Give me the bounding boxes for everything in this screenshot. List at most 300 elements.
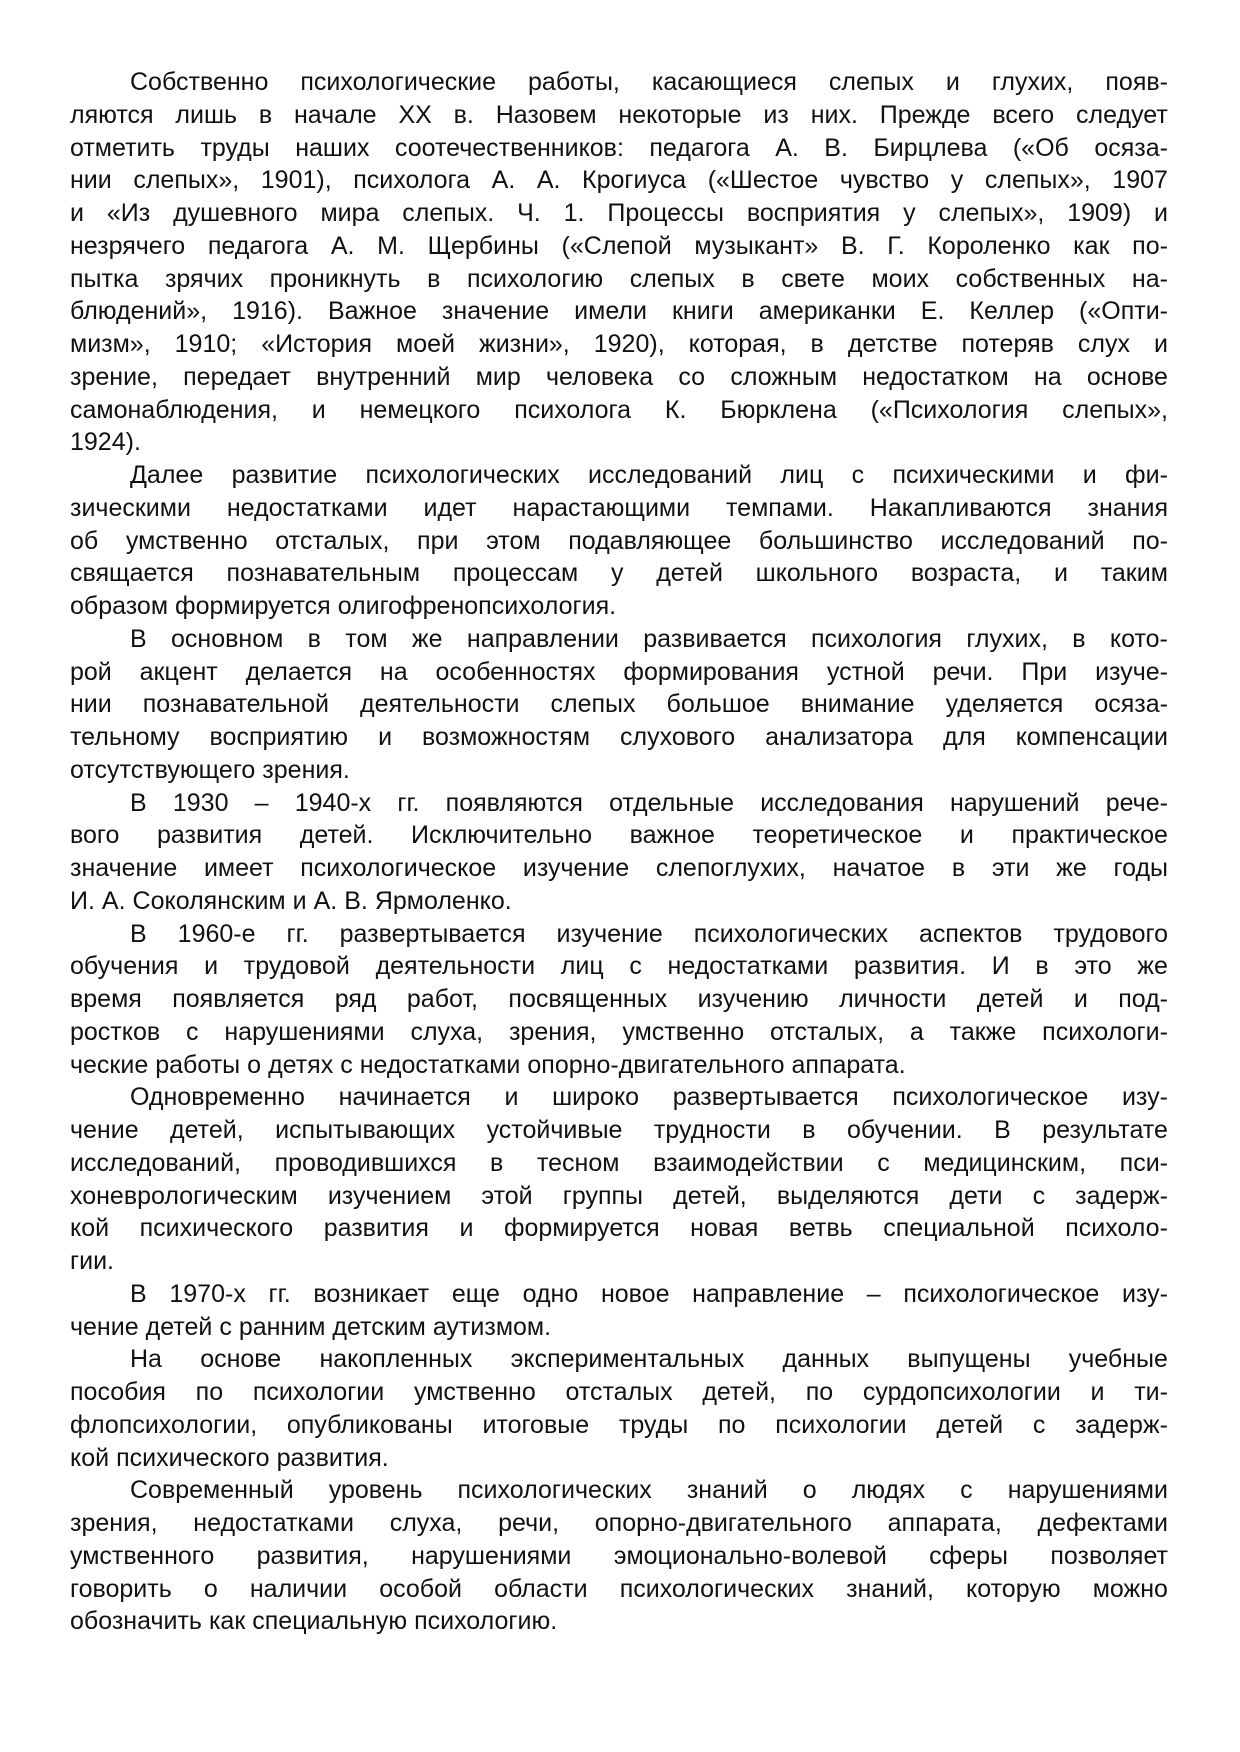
word: зрячих [164, 264, 244, 293]
word: слухового [620, 723, 736, 751]
word: развития [156, 821, 263, 850]
word: этом [486, 526, 541, 555]
word: умственно [413, 1378, 536, 1406]
document-page [70, 66, 1168, 1638]
word: психологическое [892, 1083, 1089, 1112]
word: исследований, [70, 1148, 241, 1177]
text-line [70, 918, 1168, 951]
word: проникнуть [269, 264, 401, 293]
word: также [949, 1017, 1017, 1046]
word: XX [398, 100, 432, 129]
word: К. [664, 395, 687, 424]
word: А. [101, 886, 126, 915]
word: 1930 [172, 788, 229, 817]
word: психологическое [903, 1279, 1100, 1308]
word: 1924). [70, 428, 141, 457]
text-line [70, 688, 1168, 721]
word: наших [295, 133, 370, 162]
word: психического [139, 1214, 294, 1243]
word: со [678, 362, 706, 391]
word: нии [70, 690, 112, 719]
word: Ярмоленко. [374, 886, 512, 915]
word: психологии [252, 1378, 385, 1406]
word: в [741, 264, 755, 293]
word: флопсихологии, [70, 1410, 258, 1439]
text-line [70, 1343, 1168, 1376]
word: детстве [847, 330, 938, 358]
word: аппарата. [791, 1050, 906, 1079]
word: аппарата, [887, 1509, 1002, 1537]
word: развитие [231, 461, 338, 489]
word: слух [1077, 330, 1130, 358]
word: гг. [286, 919, 309, 948]
word: зическими [70, 493, 191, 522]
text-line [70, 99, 1168, 132]
word: детей, [170, 1116, 244, 1144]
word: темпами. [726, 493, 834, 522]
word: на- [1131, 264, 1168, 293]
word: имели [574, 297, 647, 326]
word: можно [1092, 1574, 1168, 1603]
word: труды [200, 133, 270, 162]
text-line [70, 1474, 1168, 1507]
word: с [851, 461, 865, 489]
word: о [203, 1574, 218, 1603]
word: ческие [70, 1050, 149, 1079]
word: нии [70, 166, 112, 195]
word: книги [671, 297, 734, 326]
word: Бирцлева [873, 133, 988, 162]
word: психоло- [1065, 1214, 1168, 1243]
word: А. [330, 231, 355, 260]
word: и [292, 886, 307, 915]
word: в [1072, 624, 1086, 653]
word: свете [781, 264, 845, 293]
word: детей. [299, 821, 374, 850]
word: психического [116, 1443, 270, 1472]
word: широко [552, 1083, 640, 1112]
word: испытывающих [275, 1116, 456, 1144]
word: В [130, 624, 147, 653]
word: глухих, [966, 624, 1048, 653]
word: «История [261, 330, 373, 358]
word: 1920), [593, 330, 665, 358]
word: устойчивые [486, 1116, 623, 1144]
word: большое [666, 690, 770, 719]
word: при [417, 526, 459, 555]
word: А. [536, 166, 561, 195]
word: этой [481, 1181, 533, 1210]
word: об [70, 526, 99, 555]
word: наличии [249, 1574, 348, 1603]
word: знаний [686, 1476, 768, 1505]
word: В [130, 919, 147, 948]
word: новое [600, 1279, 670, 1308]
word: Г. [887, 231, 905, 260]
word: ряд [334, 985, 377, 1013]
word: изучению [697, 985, 809, 1013]
text-line [70, 1049, 1168, 1082]
word: пси- [1119, 1148, 1168, 1177]
word: и [959, 821, 974, 850]
word: моей [396, 330, 455, 358]
text-line [70, 885, 1168, 918]
word: обучения [70, 952, 179, 981]
word: На [130, 1345, 162, 1374]
word: 1907 [1112, 166, 1168, 195]
word: области [494, 1574, 588, 1603]
word: внимание [800, 690, 915, 719]
text-line [70, 230, 1168, 263]
word: изучением [327, 1181, 452, 1210]
word: нарушениями [224, 1017, 385, 1046]
word: «Из [106, 199, 151, 227]
word: отдельные [609, 788, 735, 817]
paragraph [70, 1278, 1168, 1344]
word: подавляющее [568, 526, 732, 555]
word: отсталых, [275, 526, 390, 555]
word: И. [70, 886, 95, 915]
word: у [950, 166, 964, 195]
text-line [70, 361, 1168, 394]
word: педагога [649, 133, 750, 162]
text-line [70, 295, 1168, 328]
word: Важное [327, 297, 417, 326]
word: сложным [730, 362, 838, 391]
word: нарушениями [1007, 1476, 1168, 1505]
text-line [70, 950, 1168, 983]
word: А. [313, 886, 338, 915]
word: слепоглухих, [655, 854, 806, 882]
word: слепых [550, 690, 636, 719]
word: значение [70, 854, 178, 882]
word: возникает [313, 1279, 430, 1308]
word: блюдений», [70, 297, 208, 326]
word: в [427, 264, 441, 293]
word: умственно [125, 526, 248, 555]
word: психологических [619, 1574, 814, 1603]
word: акцент [139, 657, 218, 686]
word: недостатками [359, 1050, 521, 1079]
paragraph [70, 459, 1168, 623]
text-line [70, 819, 1168, 852]
word: изучение [556, 919, 663, 948]
word: 1. [563, 199, 585, 227]
word: трудности [653, 1116, 771, 1144]
text-line [70, 263, 1168, 296]
text-line [70, 426, 1168, 459]
word: одно [522, 1279, 579, 1308]
word: обучении. [846, 1116, 963, 1144]
word: делается [245, 657, 353, 686]
word: Процессы [607, 199, 725, 227]
word: данных [782, 1345, 870, 1374]
word: 1916). [232, 297, 303, 326]
word: развертывается [672, 1083, 859, 1112]
word: и [1054, 559, 1068, 588]
word: восприятию [209, 723, 349, 751]
word: возможностям [422, 723, 591, 751]
word: теоретическое [752, 821, 923, 850]
word: школьного [755, 559, 879, 588]
word: исследования [760, 788, 924, 817]
word: эмоционально-волевой [613, 1541, 887, 1570]
word: детей, [673, 1181, 747, 1210]
text-line [70, 721, 1168, 754]
word: лиц [780, 461, 824, 489]
word: которая, [688, 330, 787, 358]
word: опорно-двигательного [527, 1050, 785, 1079]
word: педагога [207, 231, 309, 260]
word: образом [70, 592, 169, 620]
word: («Психология [870, 395, 1029, 424]
word: пособия [70, 1378, 166, 1406]
word: душевного [173, 199, 298, 227]
word: 1940-х [294, 788, 372, 817]
word: и [1090, 1378, 1105, 1406]
paragraph [70, 1081, 1168, 1278]
word: Келлер [969, 297, 1055, 326]
word: годы [1113, 854, 1168, 882]
word: развертывается [339, 919, 526, 948]
word: психическими [892, 461, 1055, 489]
word: В [130, 788, 147, 817]
word: развития [323, 1214, 429, 1243]
word: 1960-е [177, 919, 256, 948]
word: соотечественников: [394, 133, 624, 162]
text-line [70, 492, 1168, 525]
word: опорно-двигательного [594, 1509, 852, 1537]
word: направлении [466, 624, 619, 653]
word: на [379, 657, 408, 686]
word: человека [546, 362, 654, 391]
word: детей [976, 985, 1044, 1013]
word: и [311, 395, 326, 424]
word: и [378, 723, 393, 751]
word: Современный [130, 1476, 294, 1505]
word: – [254, 788, 269, 817]
word: отсталых, [769, 1017, 885, 1046]
word: следует [1076, 100, 1168, 129]
word: результате [1042, 1116, 1168, 1144]
word: психологию. [414, 1607, 558, 1636]
word: экспериментальных [510, 1345, 745, 1374]
word: умственно [622, 1017, 745, 1046]
word: Бюрклена [720, 395, 837, 424]
word: накопленных [319, 1345, 473, 1374]
text-line [70, 197, 1168, 230]
text-line [70, 1507, 1168, 1540]
word: дефектами [1037, 1509, 1168, 1537]
text-line [70, 164, 1168, 197]
word: А. [491, 166, 516, 195]
word: зрения, [508, 1017, 597, 1046]
word: 1901), [260, 166, 332, 195]
text-line [70, 1605, 1168, 1638]
word: группы [562, 1181, 644, 1210]
word: уровень [328, 1476, 423, 1505]
word: детях [268, 1050, 334, 1079]
word: Крогиуса [582, 166, 687, 195]
text-line [70, 983, 1168, 1016]
word: с [186, 1017, 199, 1046]
word: еще [451, 1279, 500, 1308]
word: обозначить [70, 1607, 202, 1636]
word: в [810, 330, 824, 358]
word: Короленко [927, 231, 1051, 260]
word: основе [200, 1345, 282, 1374]
word: ти- [1134, 1378, 1168, 1406]
word: речи. [932, 657, 994, 686]
text-line [70, 590, 1168, 623]
word: дети [949, 1181, 1003, 1210]
word: знания [1087, 493, 1168, 522]
word: с [340, 1050, 353, 1079]
word: изу- [1121, 1083, 1168, 1112]
word: развития, [256, 1541, 369, 1570]
word: развивается [643, 624, 787, 653]
word: детей, [702, 1378, 776, 1406]
word: рече- [1105, 788, 1168, 817]
word: тельному [70, 723, 180, 751]
word: психологическое [300, 854, 497, 882]
word: психологию [466, 264, 604, 293]
word: недостатками [667, 952, 829, 981]
text-line [70, 328, 1168, 361]
word: направление [692, 1279, 845, 1308]
word: медицинским, [923, 1148, 1087, 1177]
paragraph [70, 918, 1168, 1082]
text-line [70, 656, 1168, 689]
word: для [943, 723, 986, 751]
word: появ- [1105, 68, 1168, 96]
word: детей [145, 1312, 213, 1341]
word: на [1033, 362, 1062, 391]
word: знаний, [846, 1574, 934, 1603]
word: детским [332, 1312, 426, 1341]
word: – [866, 1279, 881, 1308]
text-line [70, 394, 1168, 427]
text-line [70, 1245, 1168, 1278]
word: работы, [528, 68, 620, 96]
word: большинство [758, 526, 913, 555]
word: эти [991, 854, 1030, 882]
word: некоторые [618, 100, 742, 129]
word: по [195, 1378, 224, 1406]
word: музыкант» [694, 231, 819, 260]
word: деятельности [360, 690, 520, 719]
word: по [717, 1410, 746, 1439]
paragraph [70, 66, 1168, 459]
text-line [70, 525, 1168, 558]
text-line [70, 1409, 1168, 1442]
word: («Опти- [1079, 297, 1168, 326]
word: позволяет [1050, 1541, 1168, 1570]
word: работ, [406, 985, 478, 1013]
word: по [805, 1378, 834, 1406]
word: Одновременно [130, 1083, 305, 1112]
word: («Об [1012, 133, 1069, 162]
word: вого [70, 821, 120, 850]
word: появляется [172, 985, 305, 1013]
word: которую [966, 1574, 1061, 1603]
word: изуче- [1095, 657, 1168, 686]
word: таким [1100, 559, 1168, 588]
word: ляются [70, 100, 154, 129]
word: деятельности [375, 952, 536, 981]
word: умственного [70, 1541, 215, 1570]
word: психологи- [1042, 1017, 1168, 1046]
word: с [629, 952, 642, 981]
text-line [70, 1147, 1168, 1180]
word: касающиеся [651, 68, 797, 96]
word: восприятия [746, 199, 881, 227]
word: и [1073, 985, 1088, 1013]
word: В [130, 1279, 147, 1308]
word: работы [155, 1050, 241, 1079]
word: с [877, 1148, 890, 1177]
word: же [1056, 854, 1087, 882]
word: о [247, 1050, 262, 1079]
text-line [70, 623, 1168, 656]
word: практическое [1011, 821, 1168, 850]
word: психологических [457, 1476, 652, 1505]
word: свящается [70, 559, 194, 588]
paragraph [70, 623, 1168, 787]
word: новая [690, 1214, 759, 1243]
word: пытка [70, 264, 139, 293]
word: и [945, 68, 960, 96]
word: психолога [353, 166, 471, 195]
word: посвященных [508, 985, 668, 1013]
word: Ч. [517, 199, 541, 227]
word: говорить [70, 1574, 172, 1603]
word: чувство [839, 166, 930, 195]
word: с [1032, 1181, 1046, 1210]
word: незрячего [70, 231, 186, 260]
word: слуха, [389, 1509, 463, 1537]
word: ветвь [788, 1214, 853, 1243]
word: чение [70, 1312, 139, 1341]
word: самонаблюдения, [70, 395, 278, 424]
word: формирования [623, 657, 799, 686]
text-line [70, 1573, 1168, 1606]
word: познавательным [226, 559, 421, 588]
word: проводившихся [274, 1148, 457, 1177]
word: значение [441, 297, 550, 326]
word: гг. [397, 788, 420, 817]
word: это [1074, 952, 1112, 981]
word: в [258, 100, 273, 129]
word: выпущены [907, 1345, 1031, 1374]
text-line [70, 66, 1168, 99]
word: моих [871, 264, 930, 293]
word: начинается [338, 1083, 471, 1112]
word: В. [824, 133, 848, 162]
word: хоневрологическим [70, 1181, 298, 1210]
word: компенсации [1015, 723, 1168, 751]
word: трудовой [243, 952, 350, 981]
text-line [70, 1540, 1168, 1573]
word: И [991, 952, 1010, 981]
word: взаимодействии [653, 1148, 844, 1177]
word: отметить [70, 133, 175, 162]
word: же [1137, 952, 1168, 981]
word: потеряв [961, 330, 1054, 358]
word: изучение [522, 854, 630, 882]
word: недостатком [862, 362, 1009, 391]
word: психологические [300, 68, 497, 96]
